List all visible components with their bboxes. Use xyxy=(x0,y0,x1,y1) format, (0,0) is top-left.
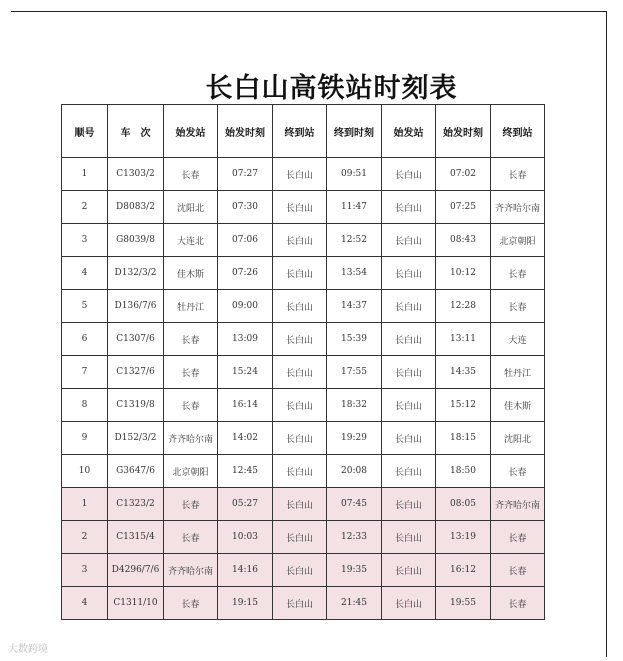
table-cell: C1319/8 xyxy=(108,389,164,422)
table-cell: 13:09 xyxy=(218,323,273,356)
timetable-body xyxy=(62,158,545,620)
table-cell: 17:55 xyxy=(327,356,382,389)
table-cell: 长春 xyxy=(491,158,545,191)
table-cell: D8083/2 xyxy=(108,191,164,224)
table-cell: 长春 xyxy=(164,158,218,191)
table-cell: 07:30 xyxy=(218,191,273,224)
header-cell: 始发时刻 xyxy=(436,105,491,158)
table-cell: 07:27 xyxy=(218,158,273,191)
table-cell: 07:06 xyxy=(218,224,273,257)
header-cell: 车 次 xyxy=(108,105,164,158)
table-cell: 07:25 xyxy=(436,191,491,224)
table-cell: C1307/6 xyxy=(108,323,164,356)
table-cell: 09:51 xyxy=(327,158,382,191)
table-cell: C1327/6 xyxy=(108,356,164,389)
table-cell: D152/3/2 xyxy=(108,422,164,455)
header-cell: 顺号 xyxy=(62,105,108,158)
table-cell: 08:43 xyxy=(436,224,491,257)
header-cell: 终到时刻 xyxy=(327,105,382,158)
table-cell: 长春 xyxy=(491,587,545,620)
table-cell: 14:37 xyxy=(327,290,382,323)
table-cell: 长白山 xyxy=(273,290,327,323)
table-cell: 长白山 xyxy=(273,488,327,521)
table-cell: 北京朝阳 xyxy=(164,455,218,488)
table-cell: 长白山 xyxy=(382,488,436,521)
table-cell: 12:33 xyxy=(327,521,382,554)
header-cell: 始发站 xyxy=(382,105,436,158)
table-cell: C1315/4 xyxy=(108,521,164,554)
table-row xyxy=(62,521,545,554)
table-row xyxy=(62,389,545,422)
table-cell: 14:02 xyxy=(218,422,273,455)
table-cell: D4296/7/6 xyxy=(108,554,164,587)
table-cell: 2 xyxy=(62,521,108,554)
table-cell: 长春 xyxy=(491,290,545,323)
table-cell: 10:12 xyxy=(436,257,491,290)
table-cell: 12:28 xyxy=(436,290,491,323)
table-cell: 长春 xyxy=(164,587,218,620)
table-cell: 长春 xyxy=(491,554,545,587)
timetable xyxy=(61,104,545,620)
table-cell: 长白山 xyxy=(273,521,327,554)
table-cell: 9 xyxy=(62,422,108,455)
table-cell: 长白山 xyxy=(273,587,327,620)
header-cell: 始发时刻 xyxy=(218,105,273,158)
table-cell: 3 xyxy=(62,224,108,257)
table-cell: 北京朝阳 xyxy=(491,224,545,257)
table-cell: 20:08 xyxy=(327,455,382,488)
table-cell: 大连 xyxy=(491,323,545,356)
table-cell: 佳木斯 xyxy=(164,257,218,290)
table-cell: 13:11 xyxy=(436,323,491,356)
table-cell: 齐齐哈尔南 xyxy=(164,554,218,587)
table-cell: 18:50 xyxy=(436,455,491,488)
table-cell: 长白山 xyxy=(382,521,436,554)
table-cell: 18:15 xyxy=(436,422,491,455)
table-cell: 牡丹江 xyxy=(491,356,545,389)
header-cell: 始发站 xyxy=(164,105,218,158)
table-row xyxy=(62,224,545,257)
page-title: 长白山高铁站时刻表 xyxy=(205,73,458,104)
table-row xyxy=(62,290,545,323)
table-row xyxy=(62,554,545,587)
table-cell: 长白山 xyxy=(382,323,436,356)
table-row xyxy=(62,455,545,488)
header-cell: 终到站 xyxy=(273,105,327,158)
table-cell: 长春 xyxy=(164,356,218,389)
table-cell: 15:12 xyxy=(436,389,491,422)
table-cell: 14:16 xyxy=(218,554,273,587)
table-cell: 齐齐哈尔南 xyxy=(491,191,545,224)
table-cell: 7 xyxy=(62,356,108,389)
table-row xyxy=(62,257,545,290)
table-cell: C1303/2 xyxy=(108,158,164,191)
table-row xyxy=(62,158,545,191)
table-cell: 长春 xyxy=(491,455,545,488)
table-cell: 4 xyxy=(62,587,108,620)
table-cell: 18:32 xyxy=(327,389,382,422)
table-row xyxy=(62,422,545,455)
table-cell: 09:00 xyxy=(218,290,273,323)
table-cell: 08:05 xyxy=(436,488,491,521)
table-cell: 长白山 xyxy=(273,554,327,587)
table-cell: 长白山 xyxy=(273,257,327,290)
watermark: 大数跨境 xyxy=(8,644,48,655)
table-cell: 长白山 xyxy=(273,422,327,455)
table-cell: 1 xyxy=(62,488,108,521)
table-cell: 19:55 xyxy=(436,587,491,620)
table-cell: 14:35 xyxy=(436,356,491,389)
table-cell: 3 xyxy=(62,554,108,587)
table-cell: 齐齐哈尔南 xyxy=(491,488,545,521)
table-cell: 长白山 xyxy=(273,356,327,389)
table-cell: 长春 xyxy=(164,488,218,521)
table-row xyxy=(62,323,545,356)
table-cell: 21:45 xyxy=(327,587,382,620)
table-cell: 长白山 xyxy=(382,356,436,389)
table-cell: C1311/10 xyxy=(108,587,164,620)
table-cell: 07:45 xyxy=(327,488,382,521)
table-cell: 沈阳北 xyxy=(164,191,218,224)
table-cell: 长白山 xyxy=(273,158,327,191)
table-cell: 8 xyxy=(62,389,108,422)
table-cell: 长白山 xyxy=(273,455,327,488)
table-cell: 长春 xyxy=(491,521,545,554)
table-cell: 16:14 xyxy=(218,389,273,422)
table-cell: 长白山 xyxy=(382,554,436,587)
table-cell: 1 xyxy=(62,158,108,191)
table-cell: 牡丹江 xyxy=(164,290,218,323)
table-cell: 长白山 xyxy=(382,290,436,323)
table-cell: 长白山 xyxy=(273,389,327,422)
table-cell: 长白山 xyxy=(273,191,327,224)
table-cell: 15:39 xyxy=(327,323,382,356)
table-cell: 07:02 xyxy=(436,158,491,191)
table-cell: 2 xyxy=(62,191,108,224)
table-cell: C1323/2 xyxy=(108,488,164,521)
table-cell: 长白山 xyxy=(382,389,436,422)
table-cell: 长白山 xyxy=(273,224,327,257)
table-cell: 长白山 xyxy=(382,224,436,257)
table-cell: 长白山 xyxy=(382,158,436,191)
table-cell: 长白山 xyxy=(382,422,436,455)
table-cell: 长白山 xyxy=(273,323,327,356)
table-cell: 长白山 xyxy=(382,191,436,224)
table-cell: 13:19 xyxy=(436,521,491,554)
table-cell: 07:26 xyxy=(218,257,273,290)
table-cell: 长白山 xyxy=(382,455,436,488)
table-row xyxy=(62,191,545,224)
table-cell: 11:47 xyxy=(327,191,382,224)
table-cell: 19:15 xyxy=(218,587,273,620)
table-cell: 5 xyxy=(62,290,108,323)
table-cell: 16:12 xyxy=(436,554,491,587)
table-cell: 长春 xyxy=(164,389,218,422)
table-cell: G8039/8 xyxy=(108,224,164,257)
table-cell: D132/3/2 xyxy=(108,257,164,290)
table-cell: 19:35 xyxy=(327,554,382,587)
table-row xyxy=(62,356,545,389)
table-cell: 12:45 xyxy=(218,455,273,488)
table-cell: D136/7/6 xyxy=(108,290,164,323)
table-row xyxy=(62,587,545,620)
table-cell: 长春 xyxy=(164,323,218,356)
header-row xyxy=(62,105,545,158)
table-cell: 齐齐哈尔南 xyxy=(164,422,218,455)
table-cell: 05:27 xyxy=(218,488,273,521)
table-cell: 10:03 xyxy=(218,521,273,554)
table-cell: 6 xyxy=(62,323,108,356)
table-cell: 10 xyxy=(62,455,108,488)
table-cell: 4 xyxy=(62,257,108,290)
table-cell: 佳木斯 xyxy=(491,389,545,422)
table-cell: 长白山 xyxy=(382,587,436,620)
header-cell: 终到站 xyxy=(491,105,545,158)
table-cell: G3647/6 xyxy=(108,455,164,488)
table-cell: 12:52 xyxy=(327,224,382,257)
table-row xyxy=(62,488,545,521)
table-cell: 沈阳北 xyxy=(491,422,545,455)
table-cell: 19:29 xyxy=(327,422,382,455)
table-cell: 长白山 xyxy=(382,257,436,290)
table-cell: 13:54 xyxy=(327,257,382,290)
table-cell: 15:24 xyxy=(218,356,273,389)
table-cell: 长春 xyxy=(491,257,545,290)
table-cell: 长春 xyxy=(164,521,218,554)
table-cell: 大连北 xyxy=(164,224,218,257)
